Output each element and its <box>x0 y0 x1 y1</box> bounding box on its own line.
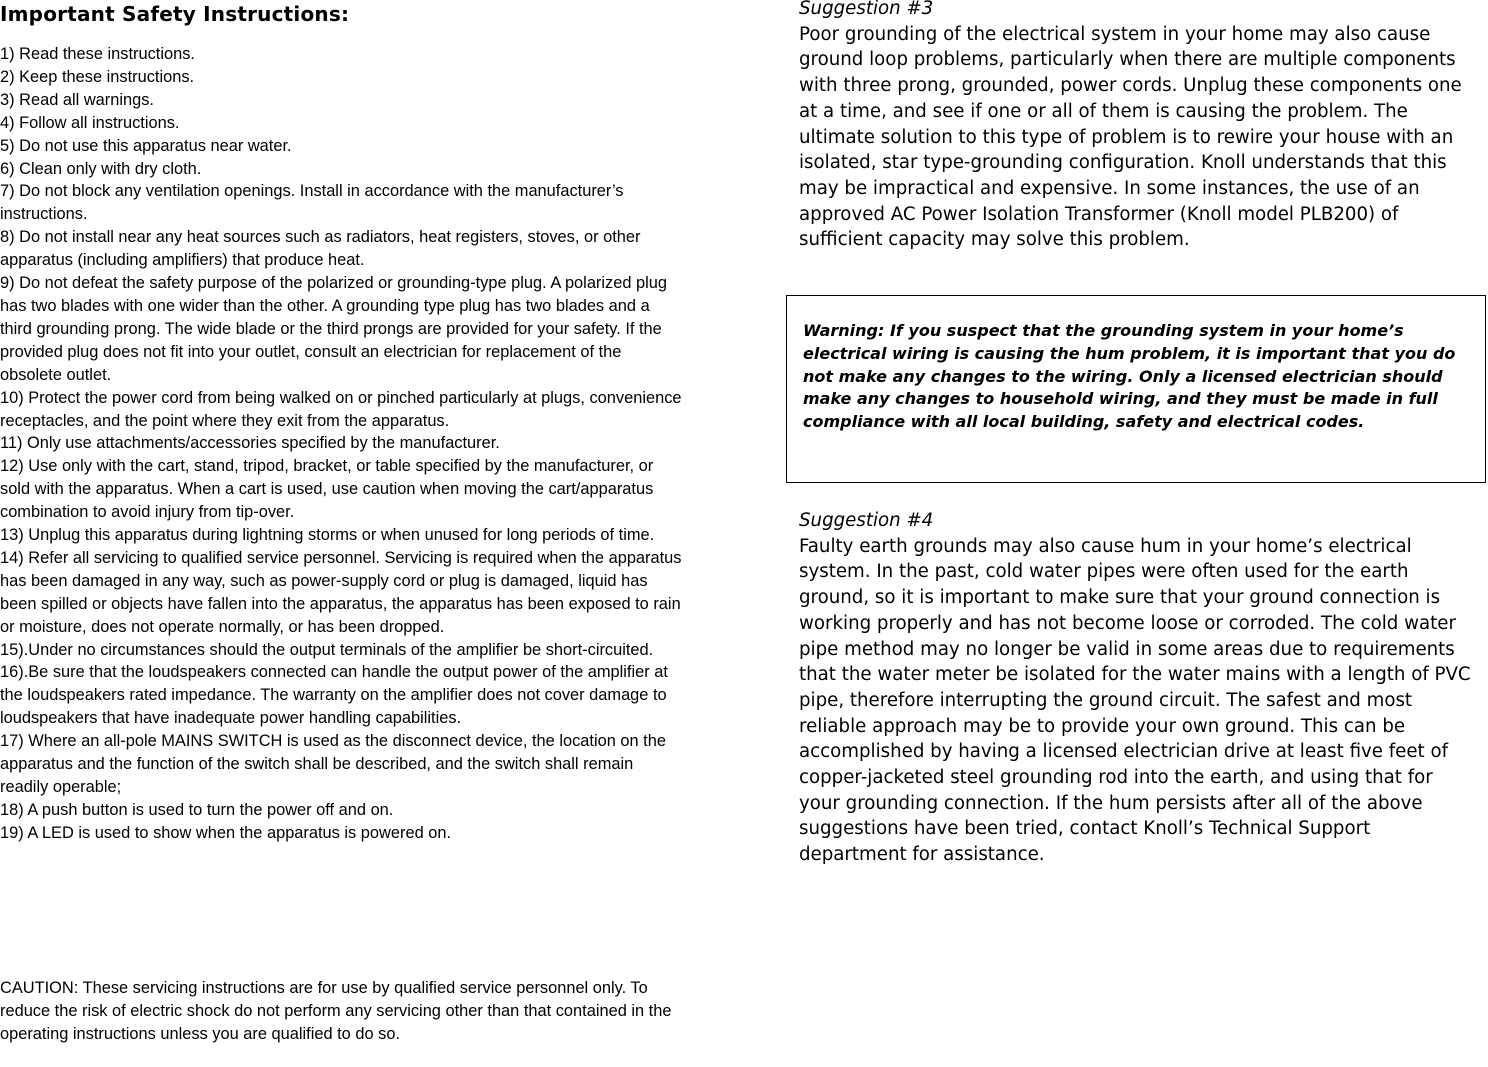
suggestion-3-heading: Suggestion #3 <box>799 0 934 19</box>
list-item: 14) Refer all servicing to qualified service personnel. Servicing is required when the apparatus has been damaged in any way, such as power-supply cord or plug is damaged, liquid has been spilled or objects have fallen into the apparatus, the apparatus has been exposed to rain or moisture, does not operate normally, or has been dropped. <box>0 548 682 636</box>
suggestion-3-body: Poor grounding of the electrical system in your home may also cause ground loop problems, particularly when there are multiple components with three prong, grounded, power cords. Unplug these components one at a time, and see if one or all of them is causing the problem. The ultimate solution to this type of problem is to rewire your house with an isolated, star type-grounding configuration. Knoll understands that this may be impractical and expensive. In some instances, the use of an approved AC Power Isolation Transformer (Knoll model PLB200) of sufficient capacity may solve this problem. <box>799 23 1462 251</box>
list-item: 15).Under no circumstances should the output terminals of the amplifier be short-circuited. <box>0 640 654 659</box>
warning-box <box>786 295 1486 483</box>
warning-text: Warning: If you suspect that the grounding system in your home’s electrical wiring is causing the hum problem, it is important that you do not make any changes to the wiring. Only a licensed electrician should make any changes to household wiring, and they must be made in full compliance with all local building, safety and electrical codes. <box>803 321 1456 432</box>
suggestion-4-body: Faulty earth grounds may also cause hum in your home’s electrical system. In the past, cold water pipes were often used for the earth ground, so it is important to make sure that your ground connection is working properly and has not become loose or corroded. The cold water pipe method may no longer be valid in some areas due to requirements that the water meter be isolated for the water mains with a length of PVC pipe, therefore interrupting the ground circuit. The safest and most reliable approach may be to provide your own ground. This can be accomplished by having a licensed electrician drive at least five feet of copper-jacketed steel grounding rod into the earth, and using that for your grounding connection. If the hum persists after all of the above suggestions have been tried, contact Knoll’s Technical Support department for assistance. <box>799 535 1471 866</box>
suggestion-3 <box>799 0 1477 253</box>
suggestion-4-heading: Suggestion #4 <box>799 510 934 531</box>
list-item: 6) Clean only with dry cloth. <box>0 159 202 178</box>
list-item: 1) Read these instructions. <box>0 45 195 63</box>
list-item: 12) Use only with the cart, stand, tripod, bracket, or table specified by the manufacturer, or sold with the apparatus. When a cart is used, use caution when moving the cart/apparatus combination to avoid injury from tip-over. <box>0 457 654 522</box>
caution-paragraph: CAUTION: These servicing instructions are for use by qualified service personnel only. To reduce the risk of electric shock do not perform any servicing other than that contained in the operating instructions unless you are qualified to do so. <box>0 979 672 1043</box>
list-item: 3) Read all warnings. <box>0 90 154 109</box>
list-item: 9) Do not defeat the safety purpose of the polarized or grounding-type plug. A polarized plug has two blades with one wider than the other. A grounding type plug has two blades and a third grounding prong. The wide blade or the third prongs are provided for your safety. If the provided plug does not fit into your outlet, consult an electrician for replacement of the obsolete outlet. <box>0 274 667 384</box>
list-item: 2) Keep these instructions. <box>0 67 195 86</box>
list-item: 5) Do not use this apparatus near water. <box>0 136 292 155</box>
safety-title: Important Safety Instructions: <box>0 2 350 26</box>
list-item: 17) Where an all-pole MAINS SWITCH is used as the disconnect device, the location on the apparatus and the function of the switch shall be described, and the switch shall remain readily operable; <box>0 732 666 796</box>
list-item: 10) Protect the power cord from being walked on or pinched particularly at plugs, convenience receptacles, and the point where they exit from the apparatus. <box>0 388 682 430</box>
safety-list <box>0 43 686 845</box>
list-item: 13) Unplug this apparatus during lightning storms or when unused for long periods of time. <box>0 526 655 545</box>
list-item: 8) Do not install near any heat sources such as radiators, heat registers, stoves, or other apparatus (including amplifiers) that produce heat. <box>0 228 641 270</box>
list-item: 19) A LED is used to show when the apparatus is powered on. <box>0 823 452 842</box>
list-item: 16).Be sure that the loudspeakers connected can handle the output power of the amplifier at the loudspeakers rated impedance. The warranty on the amplifier does not cover damage to loudspeakers that have inadequate power handling capabilities. <box>0 663 668 728</box>
list-item: 7) Do not block any ventilation openings. Install in accordance with the manufacturer’s instructions. <box>0 182 624 224</box>
list-item: 18) A push button is used to turn the power off and on. <box>0 800 394 819</box>
suggestion-4 <box>799 508 1477 868</box>
list-item: 11) Only use attachments/accessories specified by the manufacturer. <box>0 434 500 453</box>
list-item: 4) Follow all instructions. <box>0 113 180 132</box>
